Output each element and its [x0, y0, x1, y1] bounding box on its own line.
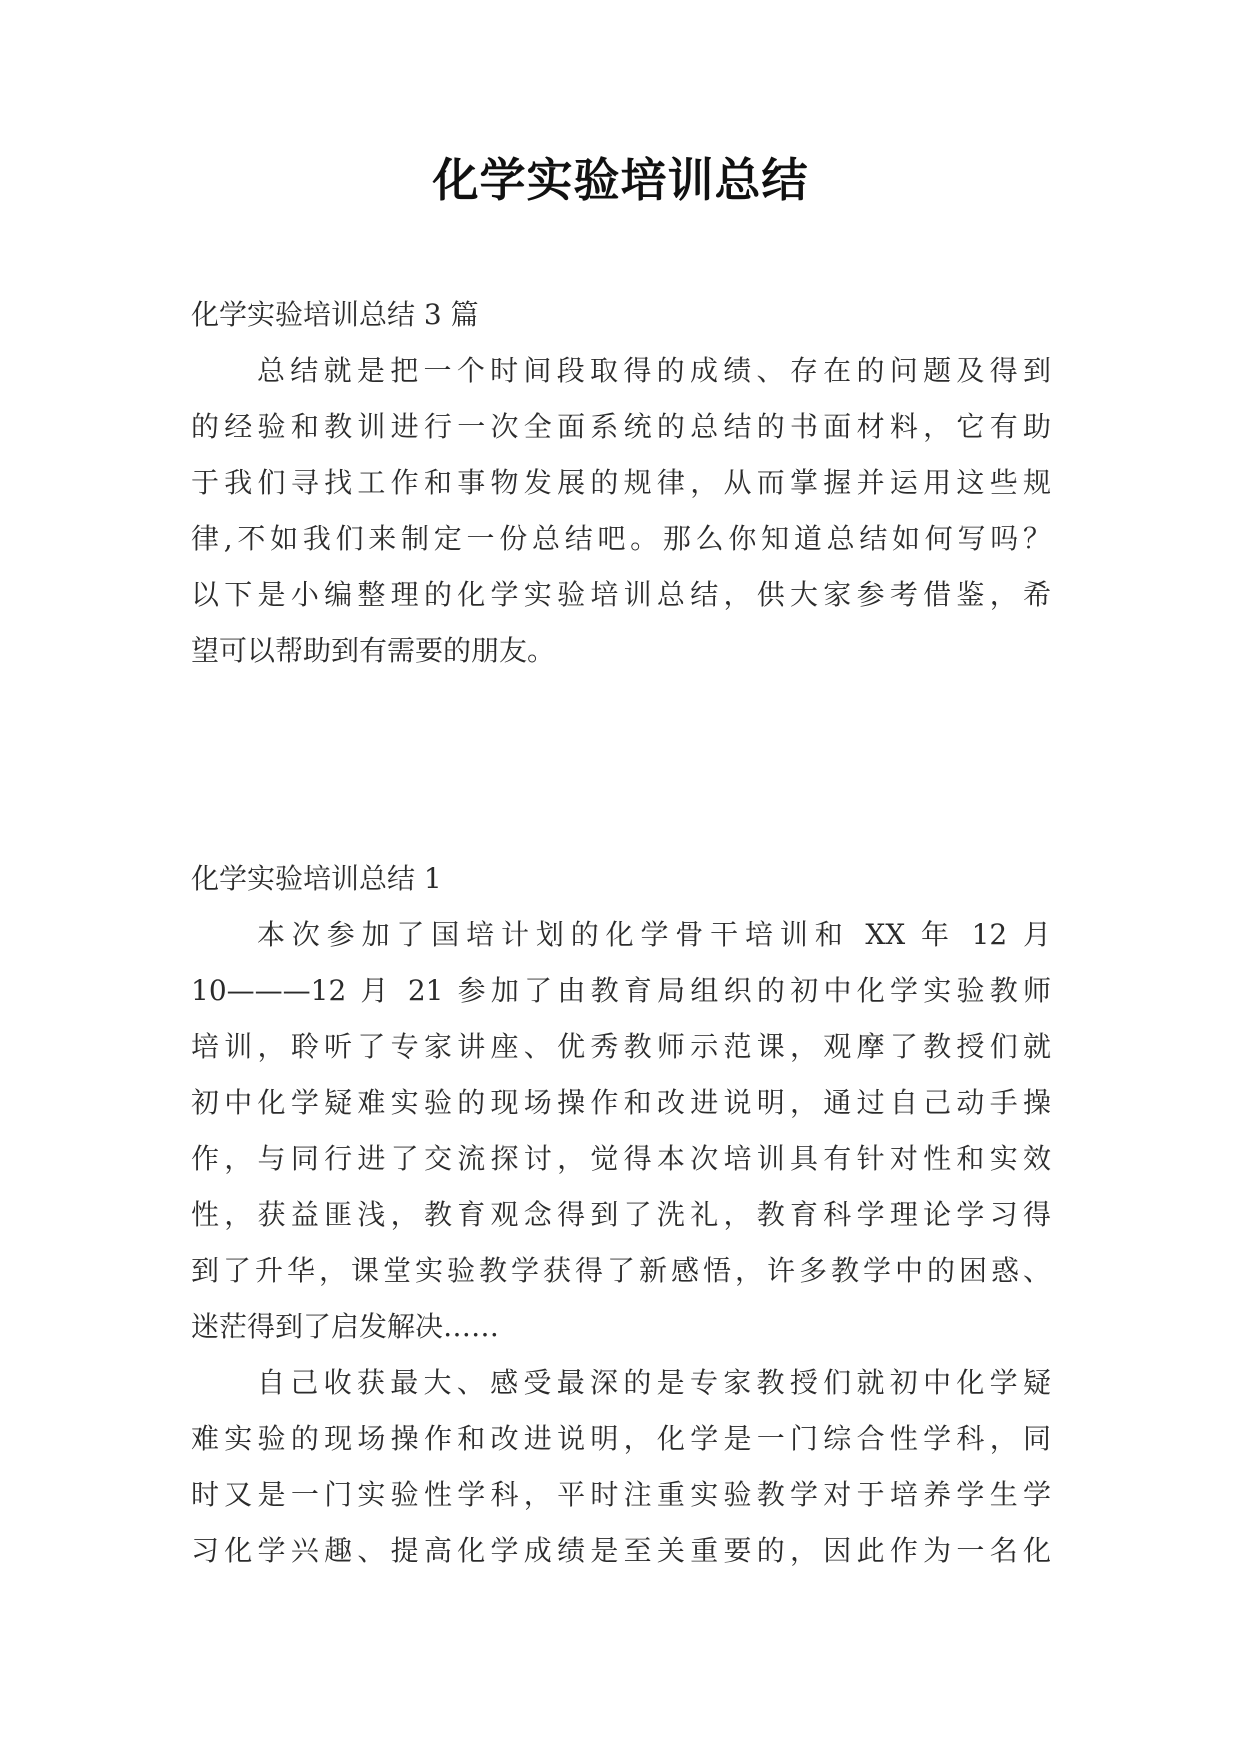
section-paragraph-1: [191, 907, 1051, 1355]
paragraph-line: 到了升华，课堂实验教学获得了新感悟，许多教学中的困惑、: [191, 1254, 1051, 1287]
paragraph-line: 本次参加了国培计划的化学骨干培训和 XX 年 12 月: [257, 918, 1051, 951]
paragraph-line: 难实验的现场操作和改进说明，化学是一门综合性学科，同: [191, 1422, 1051, 1455]
paragraph-line: 律,不如我们来制定一份总结吧。那么你知道总结如何写吗？: [191, 522, 1051, 555]
paragraph-line: 性，获益匪浅，教育观念得到了洗礼，教育科学理论学习得: [191, 1198, 1051, 1231]
paragraph-line: 10———12 月 21 参加了由教育局组织的初中化学实验教师: [191, 974, 1051, 1007]
paragraph-line: 的经验和教训进行一次全面系统的总结的书面材料，它有助: [191, 410, 1051, 443]
paragraph-line: 作，与同行进了交流探讨，觉得本次培训具有针对性和实效: [191, 1142, 1051, 1175]
intro-heading: 化学实验培训总结 3 篇: [191, 298, 479, 331]
paragraph-line: 迷茫得到了启发解决……: [191, 1310, 500, 1343]
paragraph-line: 习化学兴趣、提高化学成绩是至关重要的，因此作为一名化: [191, 1534, 1051, 1567]
section-heading: 化学实验培训总结 1: [191, 862, 442, 895]
paragraph-line: 于我们寻找工作和事物发展的规律，从而掌握并运用这些规: [191, 466, 1051, 499]
document-body: [191, 287, 1051, 1579]
paragraph-line: 培训，聆听了专家讲座、优秀教师示范课，观摩了教授们就: [191, 1030, 1051, 1063]
paragraph-line: 自己收获最大、感受最深的是专家教授们就初中化学疑: [257, 1366, 1051, 1399]
paragraph-line: 时又是一门实验性学科，平时注重实验教学对于培养学生学: [191, 1478, 1051, 1511]
paragraph-line: 望可以帮助到有需要的朋友。: [191, 634, 556, 667]
paragraph-line: 以下是小编整理的化学实验培训总结，供大家参考借鉴，希: [191, 578, 1051, 611]
document-title: 化学实验培训总结: [432, 153, 809, 207]
paragraph-line: 初中化学疑难实验的现场操作和改进说明，通过自己动手操: [191, 1086, 1051, 1119]
intro-paragraph: [191, 343, 1051, 679]
section-gap: [191, 679, 1051, 851]
section-paragraph-2: [191, 1355, 1051, 1579]
paragraph-line: 总结就是把一个时间段取得的成绩、存在的问题及得到: [257, 354, 1051, 387]
